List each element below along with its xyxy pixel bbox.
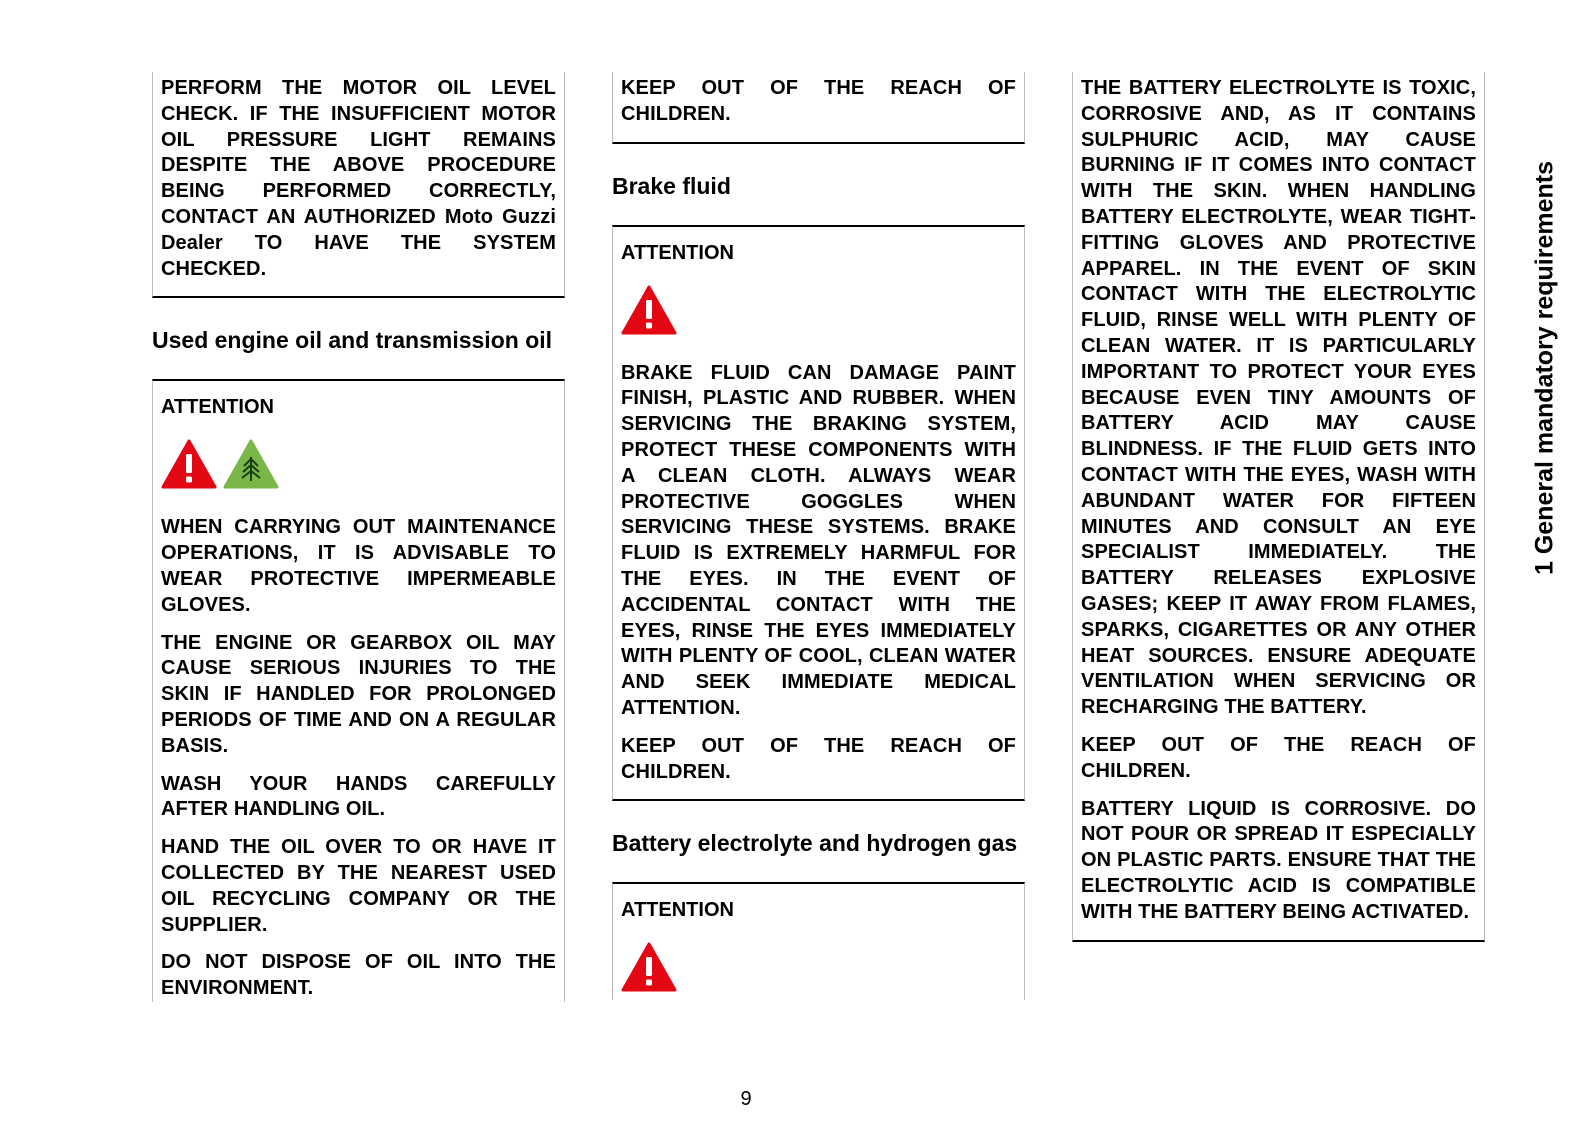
section-title-used-oil: Used engine oil and transmission oil xyxy=(152,327,553,354)
warning-paragraph: KEEP OUT OF THE REACH OF CHILDREN. xyxy=(621,77,1016,125)
section-title-brake-fluid: Brake fluid xyxy=(612,172,731,199)
warning-triangle-icon xyxy=(161,439,217,489)
warning-paragraph: PERFORM THE MOTOR OIL LEVEL CHECK. IF THE INSUFFICIENT MOTOR OIL PRESSURE LIGHT REMAINS DESPITE THE ABOVE PROCEDURE BEING PERFORMED CORRECTLY, CONTACT AN AUTHORIZED Moto Guzzi Dealer TO HAVE THE SYSTEM CHECKED. xyxy=(161,77,556,280)
section-title-battery: Battery electrolyte and hydrogen gas xyxy=(612,830,1018,857)
brake-fluid-attention-box xyxy=(612,225,1025,802)
warning-paragraph: THE ENGINE OR GEARBOX OIL MAY CAUSE SERIOUS INJURIES TO THE SKIN IF HANDLED FOR PROLONGED PERIODS OF TIME AND ON A REGULAR BASIS. xyxy=(161,631,556,757)
column-right xyxy=(1072,72,1485,942)
warning-paragraph: WHEN CARRYING OUT MAINTENANCE OPERATIONS, IT IS ADVISABLE TO WEAR PROTECTIVE IMPERMEABLE GLOVES. xyxy=(161,516,556,616)
warning-paragraph: DO NOT DISPOSE OF OIL INTO THE ENVIRONMENT. xyxy=(161,951,556,1000)
attention-label: ATTENTION xyxy=(161,396,274,419)
hazard-icons xyxy=(161,437,556,489)
warning-paragraph: WASH YOUR HANDS CAREFULLY AFTER HANDLING OIL. xyxy=(161,772,556,821)
page-number: 9 xyxy=(740,1088,752,1110)
warning-paragraph: HAND THE OIL OVER TO OR HAVE IT COLLECTED BY THE NEAREST USED OIL RECYCLING COMPANY OR THE SUPPLIER. xyxy=(161,836,556,936)
oil-level-warning-box xyxy=(152,72,565,298)
attention-label: ATTENTION xyxy=(621,241,734,264)
column-middle xyxy=(612,72,1025,1000)
hazard-icons xyxy=(621,940,1016,992)
warning-paragraph: BATTERY LIQUID IS CORROSIVE. DO NOT POUR OR SPREAD IT ESPECIALLY ON PLASTIC PARTS. ENSURE THAT THE ELECTROLYTIC ACID IS COMPATIBLE WITH THE BATTERY BEING ACTIVATED. xyxy=(1081,797,1476,923)
warning-triangle-icon xyxy=(621,942,677,992)
attention-label: ATTENTION xyxy=(621,899,734,922)
children-warning-box xyxy=(612,72,1025,144)
warning-paragraph: KEEP OUT OF THE REACH OF CHILDREN. xyxy=(621,734,1016,783)
warning-paragraph: BRAKE FLUID CAN DAMAGE PAINT FINISH, PLASTIC AND RUBBER. WHEN SERVICING THE BRAKING SYSTEM, PROTECT THESE COMPONENTS WITH A CLEAN CLOTH. ALWAYS WEAR PROTECTIVE GOGGLES WHEN SERVICING THESE SYSTEMS. BRAKE FLUID IS EXTREMELY HARMFUL FOR THE EYES. IN THE EVENT OF ACCIDENTAL CONTACT WITH THE EYES, RINSE THE EYES IMMEDIATELY WITH PLENTY OF COOL, CLEAN WATER AND SEEK IMMEDIATE MEDICAL ATTENTION. xyxy=(621,361,1016,719)
warning-triangle-icon xyxy=(621,285,677,335)
warning-paragraph: THE BATTERY ELECTROLYTE IS TOXIC, CORROSIVE AND, AS IT CONTAINS SULPHURIC ACID, MAY CAUSE BURNING IF IT COMES INTO CONTACT WITH THE SKIN. WHEN HANDLING BATTERY ELECTROLYTE, WEAR TIGHT-FITTING GLOVES AND PROTECTIVE APPAREL. IN THE EVENT OF SKIN CONTACT WITH THE ELECTROLYTIC FLUID, RINSE WELL WITH PLENTY OF CLEAN WATER. IT IS PARTICULARLY IMPORTANT TO PROTECT YOUR EYES BECAUSE EVEN TINY AMOUNTS OF BATTERY ACID MAY CAUSE BLINDNESS. IF THE FLUID GETS INTO CONTACT WITH THE EYES, WASH WITH ABUNDANT WATER FOR FIFTEEN MINUTES AND CONSULT AN EYE SPECIALIST IMMEDIATELY. THE BATTERY RELEASES EXPLOSIVE GASES; KEEP IT AWAY FROM FLAMES, SPARKS, CIGARETTES OR ANY OTHER HEAT SOURCES. ENSURE ADEQUATE VENTILATION WHEN SERVICING OR RECHARGING THE BATTERY. xyxy=(1081,77,1476,719)
battery-attention-box xyxy=(612,882,1025,1000)
used-oil-attention-box xyxy=(152,379,565,1002)
column-left xyxy=(152,72,565,1002)
environment-tree-icon xyxy=(223,439,279,489)
warning-paragraph: KEEP OUT OF THE REACH OF CHILDREN. xyxy=(1081,733,1476,782)
chapter-title: 1 General mandatory requirements xyxy=(1530,160,1559,576)
battery-warning-box xyxy=(1072,72,1485,942)
hazard-icons xyxy=(621,283,1016,335)
